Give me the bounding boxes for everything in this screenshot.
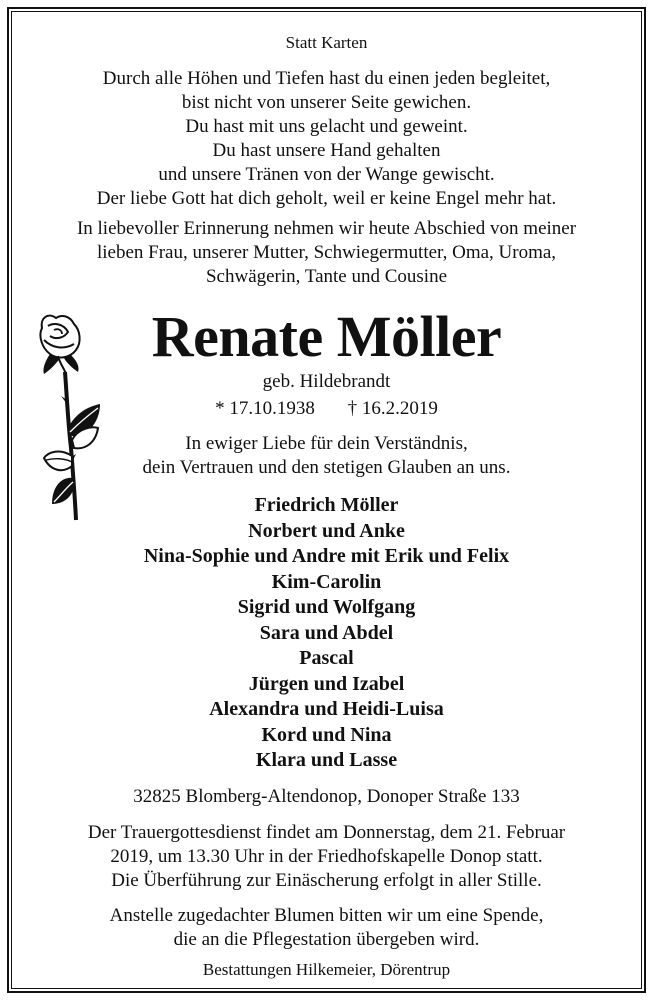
intro-line: In liebevoller Erinnerung nehmen wir heute Abschied von meiner [76,218,577,239]
death-date: † 16.2.2019 [347,398,438,419]
family-member: Nina-Sophie und Andre mit Erik und Felix [143,545,510,567]
address: 32825 Blomberg-Altendonop, Donoper Straße 133 [133,786,520,807]
service-line: Die Überführung zur Einäscherung erfolgt in aller Stille. [111,870,542,891]
poem-line: Durch alle Höhen und Tiefen hast du einen jeden begleitet, [102,68,551,89]
donation-note [0,904,653,952]
family-member: Klara und Lasse [255,749,398,771]
poem-line: Du hast mit uns gelacht und geweint. [185,116,468,137]
family-member: Friedrich Möller [254,494,399,516]
maiden-name: geb. Hildebrandt [262,371,391,392]
family-list [0,493,653,774]
intro-line: Schwägerin, Tante und Cousine [205,266,448,287]
family-member: Sigrid und Wolfgang [237,596,416,618]
service-line: Der Trauergottesdienst findet am Donnerstag, dem 21. Februar [87,822,566,843]
tribute-line: In ewiger Liebe für dein Verständnis, [185,433,468,454]
service-line: 2019, um 13.30 Uhr in der Friedhofskapelle Donop statt. [110,846,543,867]
family-member: Norbert und Anke [248,519,405,542]
family-member: Kord und Nina [261,723,392,746]
donation-line: Anstelle zugedachter Blumen bitten wir um eine Spende, [109,905,544,926]
header-text: Statt Karten [285,33,368,52]
intro-line: lieben Frau, unserer Mutter, Schwiegermutter, Oma, Uroma, [96,242,557,263]
poem-line: und unsere Tränen von der Wange gewischt. [158,164,495,185]
poem-line: bist nicht von unserer Seite gewichen. [181,92,472,113]
intro [0,217,653,289]
family-member: Jürgen und Izabel [248,672,405,695]
poem-line: Du hast unsere Hand gehalten [212,140,441,161]
tribute-line: dein Vertrauen und den stetigen Glauben an uns. [142,457,511,478]
family-member: Alexandra und Heidi-Luisa [209,698,444,720]
family-member: Kim-Carolin [271,570,382,593]
birth-date: * 17.10.1938 [215,398,315,419]
poem-line: Der liebe Gott hat dich geholt, weil er keine Engel mehr hat. [96,188,557,209]
life-dates [0,397,653,421]
tribute [0,432,653,480]
service-info [0,821,653,893]
undertaker: Bestattungen Hilkemeier, Dörentrup [202,960,451,979]
family-member: Pascal [299,647,354,669]
poem [0,67,653,211]
family-member: Sara und Abdel [259,621,394,644]
donation-line: die an die Pflegestation übergeben wird. [173,929,480,950]
deceased-name: Renate Möller [151,304,502,369]
